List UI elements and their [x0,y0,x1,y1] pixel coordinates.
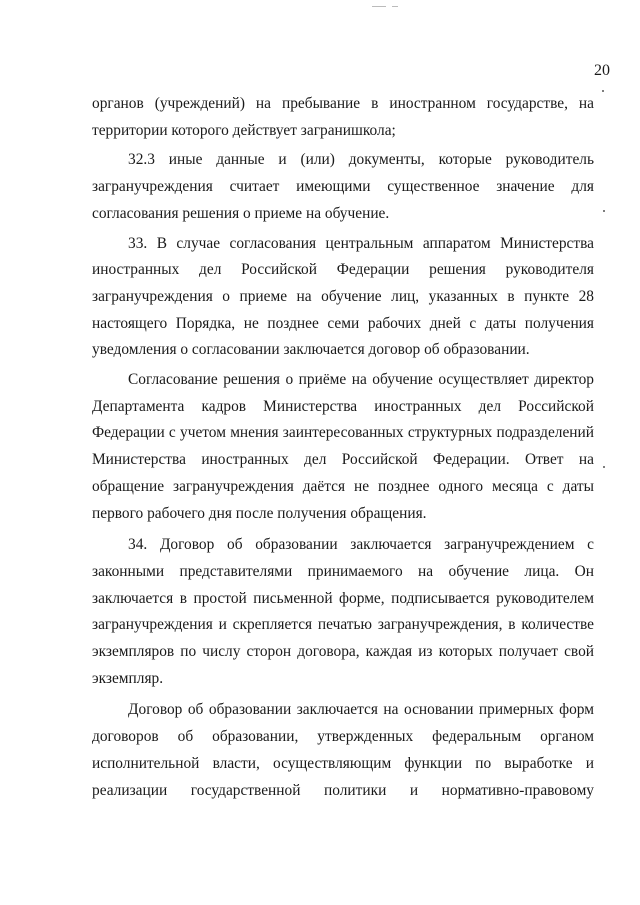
paragraph: органов (учреждений) на пребывание в иностранном государстве, на территории которого действует загранишкола; [92,95,594,139]
scan-artifact-line [372,6,386,7]
scan-artifact-dot [602,90,604,92]
paragraph: 33. В случае согласования центральным аппаратом Министерства иностранных дел Российской Федерации решения руководителя загранучреждения о приеме на обучение лиц, указанных в пункте 28 настоящего Порядка, не позднее семи рабочих дней с даты получения уведомления о согласовании заключается договор об образовании. [92,234,594,359]
paragraph: Согласование решения о приёме на обучение осуществляет директор Департамента кадров Министерства иностранных дел Российской Федерации с учетом мнения заинтересованных структурных подразделений Министерства иностранных дел Российской Федерации. Ответ на обращение загранучреждения даётся не позднее одного месяца с даты первого рабочего дня после получения обращения. [92,371,594,522]
page-number: 20 [594,62,610,79]
scan-artifact-line [392,6,398,7]
paragraph: Договор об образовании заключается на основании примерных форм договоров об образовании, утвержденных федеральным органом исполнительной власти, осуществляющим функции по выработке и реализации государственной политики и нормативно-правовому [92,701,594,799]
scan-artifact-dot [603,210,605,212]
paragraph: 32.3 иные данные и (или) документы, которые руководитель загранучреждения считает имеющими существенное значение для согласования решения о приеме на обучение. [92,151,594,222]
document-body [92,91,594,804]
scan-artifact-dot [603,466,605,468]
paragraph: 34. Договор об образовании заключается загранучреждением с законными представителями принимаемого на обучение лица. Он заключается в простой письменной форме, подписывается руководителем загранучреждения и скрепляется печатью загранучреждения, в количестве экземпляров по числу сторон договора, каждая из которых получает свой экземпляр. [92,536,594,687]
